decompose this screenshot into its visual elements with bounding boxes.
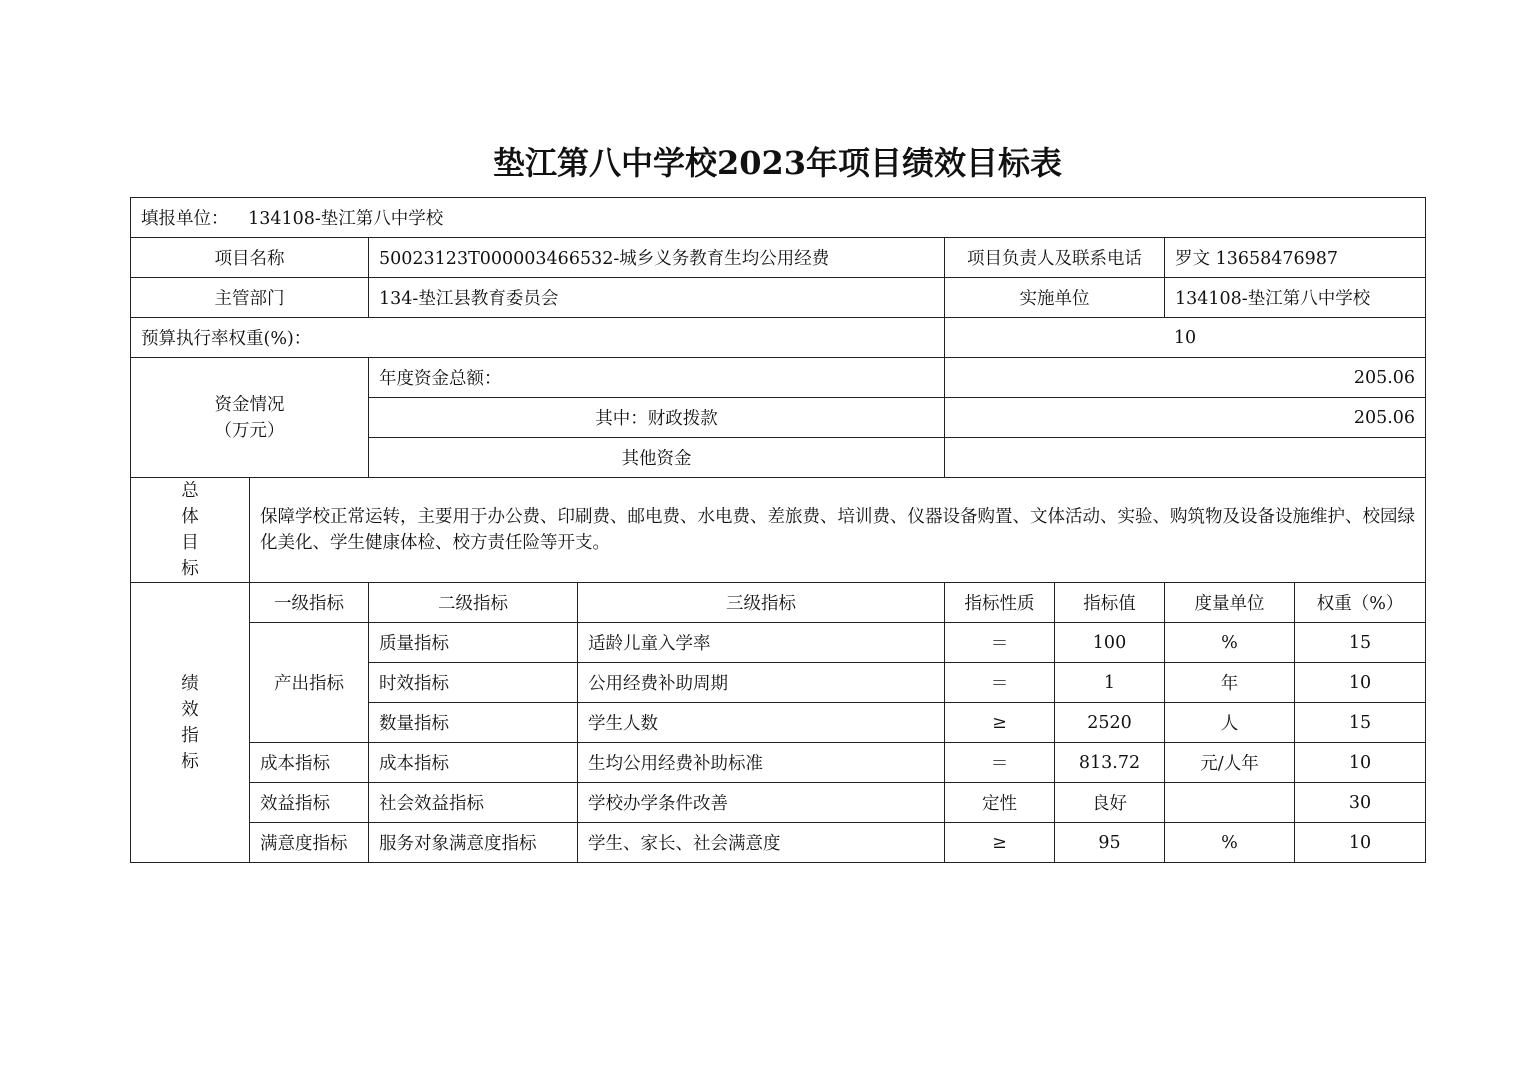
header-cell: 一级指标: [250, 583, 369, 623]
funds-label-line1: 资金情况: [214, 394, 285, 415]
weight-cell: 10: [1295, 743, 1426, 783]
value-cell: 2520: [1055, 703, 1165, 743]
value-cell: 100: [1055, 623, 1165, 663]
perf-label-char: 指: [181, 725, 199, 746]
perf-label: [131, 583, 250, 863]
nature-cell: ≥: [945, 703, 1055, 743]
funds-label: [131, 358, 369, 478]
budget-rate-value: 10: [945, 318, 1426, 358]
level1-cell: 满意度指标: [250, 823, 369, 863]
dept-row: [131, 278, 1426, 318]
impl-value: 134108-垫江第八中学校: [1165, 278, 1426, 318]
level1-cell: 效益指标: [250, 783, 369, 823]
level1-cell: 成本指标: [250, 743, 369, 783]
weight-cell: 10: [1295, 663, 1426, 703]
level2-cell: 质量指标: [369, 623, 578, 663]
project-name-label: 项目名称: [131, 238, 369, 278]
perf-label-char: 标: [181, 751, 199, 772]
budget-rate-row: [131, 318, 1426, 358]
level1-cell: 产出指标: [250, 623, 369, 743]
weight-cell: 10: [1295, 823, 1426, 863]
unit-cell: 人: [1165, 703, 1295, 743]
dept-label: 主管部门: [131, 278, 369, 318]
header-cell: 三级指标: [578, 583, 945, 623]
funds-annual-label: 年度资金总额：: [369, 358, 945, 398]
table-row: [131, 743, 1426, 783]
unit-cell: %: [1165, 823, 1295, 863]
funds-annual-row: [131, 358, 1426, 398]
nature-cell: ＝: [945, 663, 1055, 703]
level3-cell: 学校办学条件改善: [578, 783, 945, 823]
value-cell: 95: [1055, 823, 1165, 863]
funds-fiscal-value: 205.06: [945, 398, 1426, 438]
header-cell: 指标性质: [945, 583, 1055, 623]
funds-label-line2: （万元）: [214, 420, 285, 441]
table-row: [131, 623, 1426, 663]
nature-cell: ＝: [945, 623, 1055, 663]
unit-value: 134108-垫江第八中学校: [248, 209, 444, 229]
unit-cell: [1165, 783, 1295, 823]
perf-label-char: 效: [181, 699, 199, 720]
funds-annual-value: 205.06: [945, 358, 1426, 398]
level2-cell: 数量指标: [369, 703, 578, 743]
manager-value: 罗文 13658476987: [1165, 238, 1426, 278]
header-cell: 指标值: [1055, 583, 1165, 623]
funds-fiscal-label: 其中：财政拨款: [369, 398, 945, 438]
project-row: [131, 238, 1426, 278]
goal-label-char: 目: [181, 533, 199, 553]
unit-cell: 年: [1165, 663, 1295, 703]
weight-cell: 15: [1295, 623, 1426, 663]
value-cell: 良好: [1055, 783, 1165, 823]
perf-label-char: 绩: [181, 673, 199, 694]
performance-target-table: [130, 197, 1426, 863]
funds-other-label: 其他资金: [369, 438, 945, 478]
page-title: 垫江第八中学校2023年项目绩效目标表: [492, 144, 1063, 182]
impl-label: 实施单位: [945, 278, 1165, 318]
value-cell: 813.72: [1055, 743, 1165, 783]
dept-value: 134-垫江县教育委员会: [369, 278, 945, 318]
manager-label: 项目负责人及联系电话: [945, 238, 1165, 278]
budget-rate-label: 预算执行率权重(%)：: [131, 318, 945, 358]
nature-cell: ＝: [945, 743, 1055, 783]
level2-cell: 时效指标: [369, 663, 578, 703]
header-cell: 二级指标: [369, 583, 578, 623]
project-name-value: 50023123T000003466532-城乡义务教育生均公用经费: [369, 238, 945, 278]
level3-cell: 公用经费补助周期: [578, 663, 945, 703]
weight-cell: 30: [1295, 783, 1426, 823]
level2-cell: 社会效益指标: [369, 783, 578, 823]
level3-cell: 生均公用经费补助标准: [578, 743, 945, 783]
goal-row: [131, 478, 1426, 583]
goal-label-char: 标: [181, 559, 199, 579]
goal-label-char: 总: [181, 481, 199, 501]
funds-other-value: [945, 438, 1426, 478]
unit-row: [131, 198, 1426, 238]
level3-cell: 学生人数: [578, 703, 945, 743]
unit-cell: %: [1165, 623, 1295, 663]
value-cell: 1: [1055, 663, 1165, 703]
nature-cell: 定性: [945, 783, 1055, 823]
goal-label-char: 体: [181, 507, 199, 527]
unit-label: 填报单位：: [141, 209, 229, 229]
level2-cell: 服务对象满意度指标: [369, 823, 578, 863]
level3-cell: 适龄儿童入学率: [578, 623, 945, 663]
header-cell: 权重（%）: [1295, 583, 1426, 623]
unit-cell: 元/人年: [1165, 743, 1295, 783]
perf-header-row: [131, 583, 1426, 623]
table-row: [131, 823, 1426, 863]
table-row: [131, 783, 1426, 823]
nature-cell: ≥: [945, 823, 1055, 863]
level2-cell: 成本指标: [369, 743, 578, 783]
level3-cell: 学生、家长、社会满意度: [578, 823, 945, 863]
goal-text: 保障学校正常运转，主要用于办公费、印刷费、邮电费、水电费、差旅费、培训费、仪器设备购置、文体活动、实验、购筑物及设备设施维护、校园绿化美化、学生健康体检、校方责任险等开支。: [250, 478, 1426, 583]
weight-cell: 15: [1295, 703, 1426, 743]
header-cell: 度量单位: [1165, 583, 1295, 623]
goal-label: [131, 478, 250, 583]
